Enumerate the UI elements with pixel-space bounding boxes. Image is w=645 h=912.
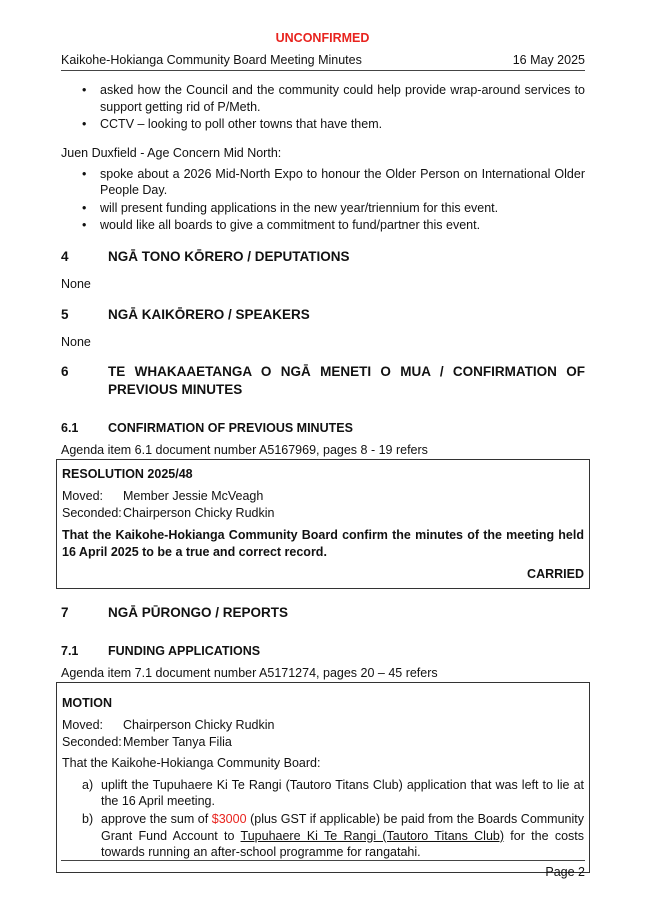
- motion-box: [56, 682, 590, 873]
- grant-amount: $3000: [211, 812, 247, 827]
- section-4-heading: [61, 248, 585, 266]
- header-date: 16 May 2025: [512, 53, 585, 67]
- list-item: [62, 811, 584, 861]
- recipient-name: Tupuhaere Ki Te Rangi (Tautoro Titans Club): [240, 828, 505, 843]
- item-text-post: for the costs towards running an after-school programme for rangatahi.: [101, 828, 584, 860]
- section-4-body: None: [61, 276, 91, 291]
- status-banner: UNCONFIRMED: [275, 31, 370, 45]
- bullet-list-top: [61, 82, 585, 133]
- seconded-row: [62, 734, 584, 751]
- seconded-label: Seconded:: [62, 734, 122, 749]
- list-item: • would like all boards to give a commitment to fund/partner this event.: [61, 217, 585, 234]
- section-number: 6.1: [61, 421, 79, 436]
- list-item: • will present funding applications in the new year/triennium for this event.: [61, 200, 585, 217]
- section-title: CONFIRMATION OF PREVIOUS MINUTES: [108, 421, 353, 436]
- motion-intro: That the Kaikohe-Hokianga Community Board:: [62, 756, 321, 771]
- section-number: 7: [61, 605, 69, 621]
- section-number: 5: [61, 306, 69, 322]
- moved-value: Chairperson Chicky Rudkin: [123, 717, 275, 732]
- moved-value: Member Jessie McVeagh: [123, 488, 264, 503]
- moved-row: [62, 488, 584, 505]
- section-6-heading: [61, 363, 585, 399]
- section-title: TE WHAKAAETANGA O NGĀ MENETI O MUA / CONFIRMATION OF PREVIOUS MINUTES: [108, 364, 585, 398]
- motion-heading: MOTION: [62, 696, 112, 711]
- section-number: 6: [61, 364, 69, 380]
- item-text-mid: (plus GST if applicable) be paid from the Boards Community Grant Fund Account to: [101, 812, 584, 843]
- motion-items: [62, 777, 584, 861]
- item-marker: a): [82, 777, 94, 792]
- section-number: 7.1: [61, 644, 79, 659]
- page-header: [61, 52, 585, 71]
- list-item: • spoke about a 2026 Mid-North Expo to honour the Older Person on International Older People Day.: [61, 166, 585, 199]
- section-7-heading: [61, 604, 585, 622]
- section-number: 4: [61, 249, 69, 264]
- agenda-reference: Agenda item 7.1 document number A5171274, pages 20 – 45 refers: [61, 665, 438, 680]
- section-5-body: None: [61, 334, 91, 349]
- item-text-pre: approve the sum of: [101, 812, 212, 827]
- moved-label: Moved:: [62, 488, 103, 503]
- bullet-list-speaker: [61, 166, 585, 235]
- resolution-outcome: CARRIED: [527, 567, 584, 582]
- page-content: [61, 82, 585, 873]
- moved-label: Moved:: [62, 717, 103, 732]
- section-title: NGĀ KAIKŌRERO / SPEAKERS: [108, 306, 310, 322]
- section-6-1-heading: [61, 420, 585, 437]
- resolution-heading: RESOLUTION 2025/48: [62, 467, 193, 482]
- list-item: • CCTV – looking to poll other towns that have them.: [61, 116, 585, 133]
- item-marker: b): [82, 812, 94, 827]
- page-footer: [61, 860, 585, 881]
- resolution-text: That the Kaikohe-Hokianga Community Board confirm the minutes of the meeting held 16 April 2025 to be a true and correct record.: [62, 528, 584, 559]
- agenda-reference: Agenda item 6.1 document number A5167969, pages 8 - 19 refers: [61, 442, 428, 457]
- seconded-value: Chairperson Chicky Rudkin: [123, 505, 275, 520]
- section-7-1-heading: [61, 643, 585, 660]
- section-title: NGĀ TONO KŌRERO / DEPUTATIONS: [108, 249, 350, 264]
- section-title: FUNDING APPLICATIONS: [108, 644, 261, 659]
- speaker-intro: Juen Duxfield - Age Concern Mid North:: [61, 145, 282, 160]
- seconded-row: [62, 505, 584, 522]
- seconded-label: Seconded:: [62, 505, 122, 520]
- section-5-heading: [61, 306, 585, 324]
- list-item: [62, 777, 584, 810]
- resolution-box: [56, 459, 590, 589]
- moved-row: [62, 717, 584, 734]
- section-title: NGĀ PŪRONGO / REPORTS: [108, 605, 289, 621]
- list-item: • asked how the Council and the community could help provide wrap-around services to support getting rid of P/Meth.: [61, 82, 585, 115]
- item-text: uplift the Tupuhaere Ki Te Rangi (Tautoro Titans Club) application that was left to lie at the 16 April meeting.: [101, 777, 584, 809]
- seconded-value: Member Tanya Filia: [123, 734, 232, 749]
- header-title: Kaikohe-Hokianga Community Board Meeting Minutes: [61, 53, 362, 67]
- page-number: Page 2: [545, 865, 585, 879]
